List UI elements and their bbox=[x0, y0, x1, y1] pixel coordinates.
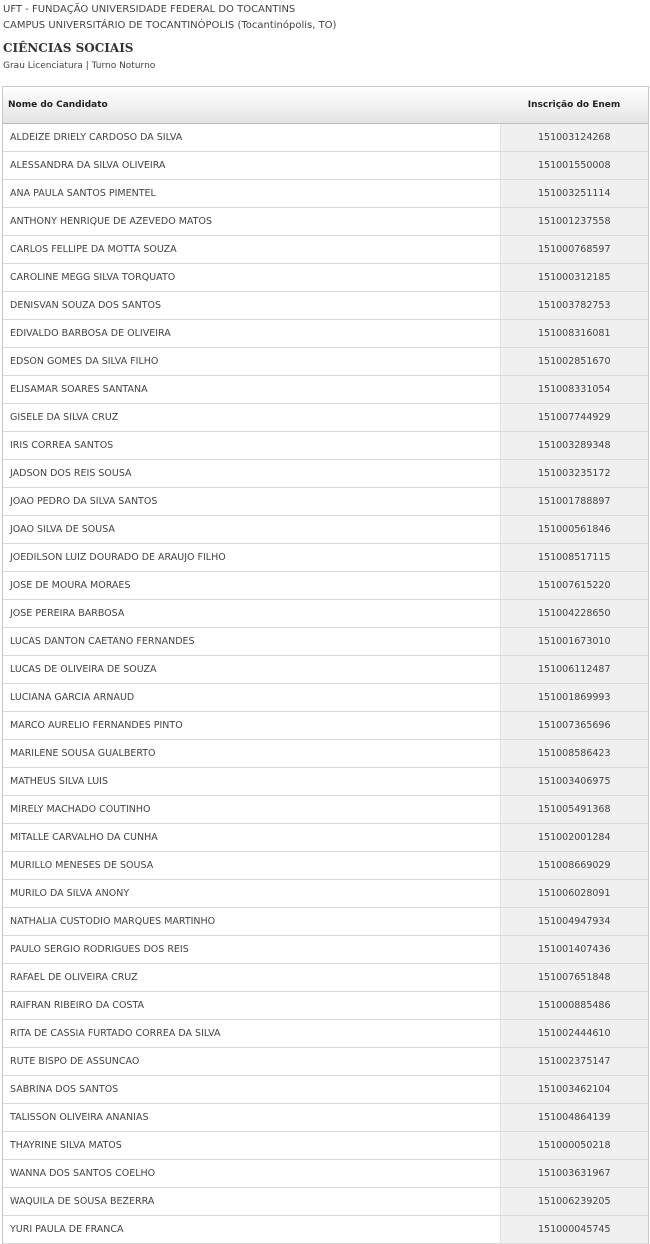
enem-registration: 151008331054 bbox=[500, 376, 648, 404]
table-row bbox=[3, 488, 648, 516]
table-row bbox=[3, 1188, 648, 1216]
enem-registration: 151007744929 bbox=[500, 404, 648, 432]
enem-registration: 151000045745 bbox=[500, 1216, 648, 1244]
column-header-enem: Inscrição do Enem bbox=[500, 87, 648, 124]
candidate-name: CAROLINE MEGG SILVA TORQUATO bbox=[3, 264, 500, 292]
table-row bbox=[3, 1020, 648, 1048]
table-row bbox=[3, 1132, 648, 1160]
candidate-name: MARILENE SOUSA GUALBERTO bbox=[3, 740, 500, 768]
candidate-name: JOSE DE MOURA MORAES bbox=[3, 572, 500, 600]
enem-registration: 151006239205 bbox=[500, 1188, 648, 1216]
candidate-name: MURILLO MENESES DE SOUSA bbox=[3, 852, 500, 880]
enem-registration: 151001550008 bbox=[500, 152, 648, 180]
table-row bbox=[3, 880, 648, 908]
table-row bbox=[3, 544, 648, 572]
page-header bbox=[0, 0, 650, 73]
table-row bbox=[3, 320, 648, 348]
table-row bbox=[3, 964, 648, 992]
table-row bbox=[3, 572, 648, 600]
column-header-name: Nome do Candidato bbox=[3, 87, 500, 124]
enem-registration: 151004228650 bbox=[500, 600, 648, 628]
enem-registration: 151008669029 bbox=[500, 852, 648, 880]
candidate-name: SABRINA DOS SANTOS bbox=[3, 1076, 500, 1104]
enem-registration: 151002375147 bbox=[500, 1048, 648, 1076]
candidates-table-container bbox=[2, 86, 649, 1244]
enem-registration: 151004864139 bbox=[500, 1104, 648, 1132]
course-title: CIÊNCIAS SOCIAIS bbox=[3, 41, 134, 55]
enem-registration: 151006028091 bbox=[500, 880, 648, 908]
candidate-name: RUTE BISPO DE ASSUNCAO bbox=[3, 1048, 500, 1076]
enem-registration: 151002851670 bbox=[500, 348, 648, 376]
table-row bbox=[3, 376, 648, 404]
table-row bbox=[3, 180, 648, 208]
candidate-name: THAYRINE SILVA MATOS bbox=[3, 1132, 500, 1160]
candidate-name: DENISVAN SOUZA DOS SANTOS bbox=[3, 292, 500, 320]
table-row bbox=[3, 600, 648, 628]
table-row bbox=[3, 656, 648, 684]
table-row bbox=[3, 152, 648, 180]
enem-registration: 151000885486 bbox=[500, 992, 648, 1020]
enem-registration: 151000312185 bbox=[500, 264, 648, 292]
candidate-name: RITA DE CASSIA FURTADO CORREA DA SILVA bbox=[3, 1020, 500, 1048]
enem-registration: 151008517115 bbox=[500, 544, 648, 572]
table-row bbox=[3, 712, 648, 740]
candidate-name: LUCAS DE OLIVEIRA DE SOUZA bbox=[3, 656, 500, 684]
candidate-name: PAULO SERGIO RODRIGUES DOS REIS bbox=[3, 936, 500, 964]
table-row bbox=[3, 796, 648, 824]
enem-registration: 151007615220 bbox=[500, 572, 648, 600]
candidate-name: JOAO SILVA DE SOUSA bbox=[3, 516, 500, 544]
table-header bbox=[3, 87, 648, 124]
candidate-name: ANTHONY HENRIQUE DE AZEVEDO MATOS bbox=[3, 208, 500, 236]
enem-registration: 151003631967 bbox=[500, 1160, 648, 1188]
candidate-name: EDSON GOMES DA SILVA FILHO bbox=[3, 348, 500, 376]
candidate-name: MATHEUS SILVA LUIS bbox=[3, 768, 500, 796]
candidate-name: JOSE PEREIRA BARBOSA bbox=[3, 600, 500, 628]
table-row bbox=[3, 908, 648, 936]
enem-registration: 151007365696 bbox=[500, 712, 648, 740]
table-row bbox=[3, 124, 648, 152]
candidate-name: ALDEIZE DRIELY CARDOSO DA SILVA bbox=[3, 124, 500, 152]
table-row bbox=[3, 768, 648, 796]
table-row bbox=[3, 516, 648, 544]
candidates-table bbox=[3, 87, 648, 1244]
candidate-name: GISELE DA SILVA CRUZ bbox=[3, 404, 500, 432]
table-row bbox=[3, 1048, 648, 1076]
table-row bbox=[3, 236, 648, 264]
enem-registration: 151001788897 bbox=[500, 488, 648, 516]
table-row bbox=[3, 628, 648, 656]
candidate-name: JOEDILSON LUIZ DOURADO DE ARAUJO FILHO bbox=[3, 544, 500, 572]
enem-registration: 151003251114 bbox=[500, 180, 648, 208]
enem-registration: 151002001284 bbox=[500, 824, 648, 852]
table-row bbox=[3, 1160, 648, 1188]
table-row bbox=[3, 1076, 648, 1104]
candidate-name: JADSON DOS REIS SOUSA bbox=[3, 460, 500, 488]
candidate-name: WAQUILA DE SOUSA BEZERRA bbox=[3, 1188, 500, 1216]
table-row bbox=[3, 852, 648, 880]
candidate-name: MITALLE CARVALHO DA CUNHA bbox=[3, 824, 500, 852]
enem-registration: 151007651848 bbox=[500, 964, 648, 992]
enem-registration: 151000561846 bbox=[500, 516, 648, 544]
table-row bbox=[3, 1216, 648, 1244]
candidate-name: ALESSANDRA DA SILVA OLIVEIRA bbox=[3, 152, 500, 180]
candidate-name: YURI PAULA DE FRANCA bbox=[3, 1216, 500, 1244]
enem-registration: 151003124268 bbox=[500, 124, 648, 152]
enem-registration: 151001869993 bbox=[500, 684, 648, 712]
candidate-name: ELISAMAR SOARES SANTANA bbox=[3, 376, 500, 404]
enem-registration: 151000768597 bbox=[500, 236, 648, 264]
enem-registration: 151002444610 bbox=[500, 1020, 648, 1048]
enem-registration: 151008586423 bbox=[500, 740, 648, 768]
enem-registration: 151001237558 bbox=[500, 208, 648, 236]
course-details: Grau Licenciatura | Turno Noturno bbox=[3, 61, 156, 71]
enem-registration: 151008316081 bbox=[500, 320, 648, 348]
candidate-name: EDIVALDO BARBOSA DE OLIVEIRA bbox=[3, 320, 500, 348]
candidate-name: NATHALIA CUSTODIO MARQUES MARTINHO bbox=[3, 908, 500, 936]
enem-registration: 151003406975 bbox=[500, 768, 648, 796]
candidate-name: LUCIANA GARCIA ARNAUD bbox=[3, 684, 500, 712]
campus-name: CAMPUS UNIVERSITÁRIO DE TOCANTINÓPOLIS (Tocantinópolis, TO) bbox=[3, 20, 337, 31]
candidate-name: RAFAEL DE OLIVEIRA CRUZ bbox=[3, 964, 500, 992]
table-row bbox=[3, 348, 648, 376]
table-row bbox=[3, 740, 648, 768]
table-row bbox=[3, 824, 648, 852]
table-row bbox=[3, 264, 648, 292]
candidate-name: MIRELY MACHADO COUTINHO bbox=[3, 796, 500, 824]
enem-registration: 151003289348 bbox=[500, 432, 648, 460]
enem-registration: 151001673010 bbox=[500, 628, 648, 656]
table-row bbox=[3, 292, 648, 320]
candidate-name: IRIS CORREA SANTOS bbox=[3, 432, 500, 460]
table-row bbox=[3, 208, 648, 236]
enem-registration: 151003462104 bbox=[500, 1076, 648, 1104]
table-row bbox=[3, 936, 648, 964]
table-row bbox=[3, 1104, 648, 1132]
table-row bbox=[3, 404, 648, 432]
candidate-name: TALISSON OLIVEIRA ANANIAS bbox=[3, 1104, 500, 1132]
table-body bbox=[3, 124, 648, 1244]
candidate-name: JOAO PEDRO DA SILVA SANTOS bbox=[3, 488, 500, 516]
enem-registration: 151000050218 bbox=[500, 1132, 648, 1160]
enem-registration: 151005491368 bbox=[500, 796, 648, 824]
candidate-name: WANNA DOS SANTOS COELHO bbox=[3, 1160, 500, 1188]
enem-registration: 151003782753 bbox=[500, 292, 648, 320]
table-row bbox=[3, 460, 648, 488]
table-row bbox=[3, 432, 648, 460]
table-row bbox=[3, 992, 648, 1020]
candidate-name: RAIFRAN RIBEIRO DA COSTA bbox=[3, 992, 500, 1020]
enem-registration: 151006112487 bbox=[500, 656, 648, 684]
enem-registration: 151003235172 bbox=[500, 460, 648, 488]
candidate-name: MURILO DA SILVA ANONY bbox=[3, 880, 500, 908]
institution-name: UFT - FUNDAÇÃO UNIVERSIDADE FEDERAL DO TOCANTINS bbox=[3, 4, 296, 15]
enem-registration: 151001407436 bbox=[500, 936, 648, 964]
candidate-name: MARCO AURELIO FERNANDES PINTO bbox=[3, 712, 500, 740]
candidate-name: ANA PAULA SANTOS PIMENTEL bbox=[3, 180, 500, 208]
candidate-name: LUCAS DANTON CAETANO FERNANDES bbox=[3, 628, 500, 656]
enem-registration: 151004947934 bbox=[500, 908, 648, 936]
candidate-name: CARLOS FELLIPE DA MOTTA SOUZA bbox=[3, 236, 500, 264]
table-row bbox=[3, 684, 648, 712]
